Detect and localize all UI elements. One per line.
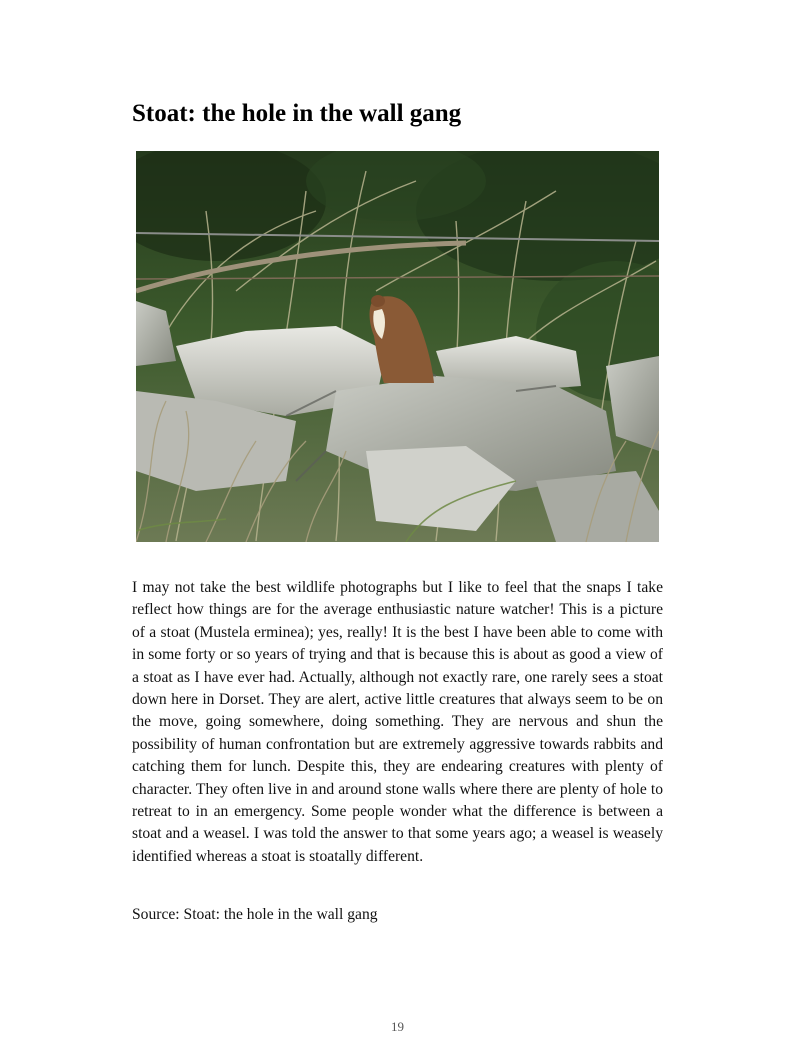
source-line: Source: Stoat: the hole in the wall gang [132, 906, 378, 923]
stoat-photo [136, 151, 659, 542]
page-title: Stoat: the hole in the wall gang [132, 100, 462, 127]
body-paragraph: I may not take the best wildlife photographs but I like to feel that the snaps I take reflect how things are for the average enthusiastic nature watcher! This is a picture of a stoat (Mustela erminea); yes, really! It is the best I have been able to come with in some forty or so years of trying and that is because this is about as good a view of a stoat as I have ever had. Actually, although not exactly rare, one rarely sees a stoat down here in Dorset. They are alert, active little creatures that always seem to be on the move, going somewhere, doing something. They are nervous and shun the possibility of human confrontation but are extremely aggressive towards rabbits and catching them for lunch. Despite this, they are endearing creatures with plenty of character. They often live in and around stone walls where there are plenty of hole to retreat to in an emergency. Some people wonder what the difference is between a stoat and a weasel. I was told the answer to that some years ago; a weasel is weasely identified whereas a stoat is stoatally different. [132, 579, 663, 865]
page-number: 19 [391, 1019, 404, 1034]
